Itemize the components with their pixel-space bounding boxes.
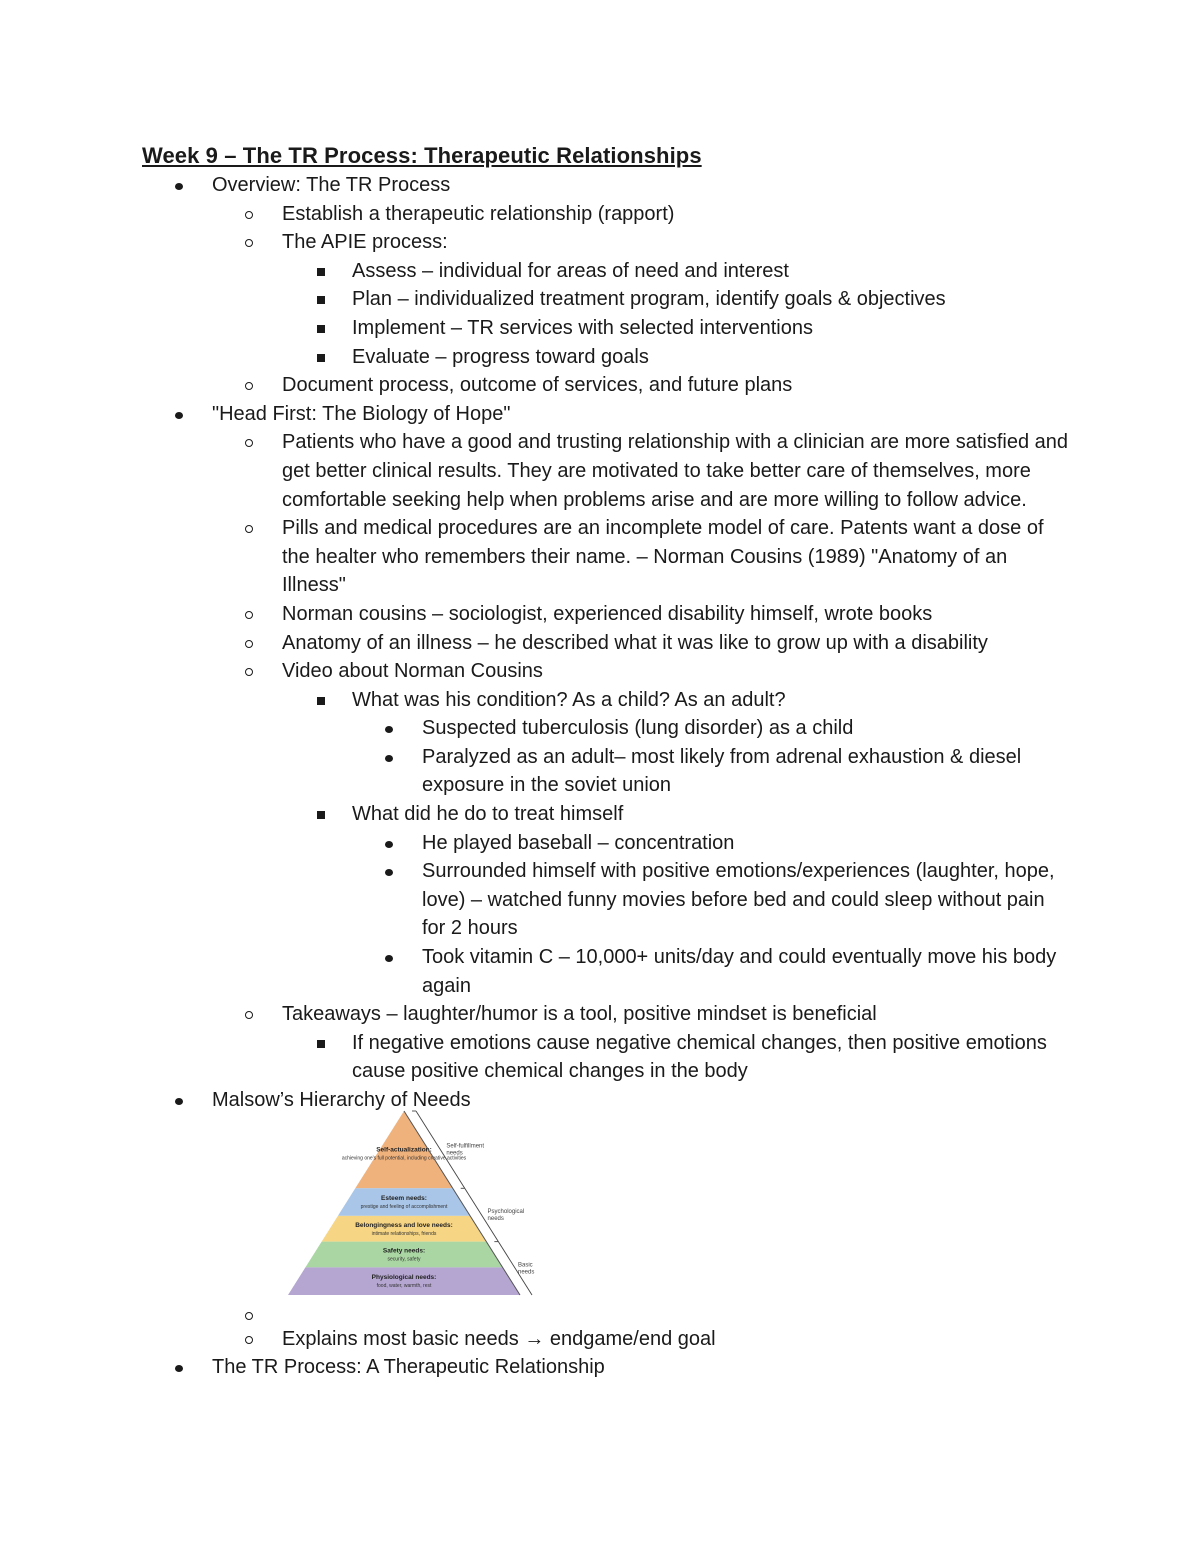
circle-bullet-icon xyxy=(245,525,253,533)
maslow-pyramid-image xyxy=(286,1105,546,1300)
pyramid-level-detail: prestige and feeling of accomplishment xyxy=(360,1203,448,1210)
pyramid-level-detail: intimate relationships, friends xyxy=(371,1230,437,1237)
circle-bullet-icon xyxy=(245,211,253,219)
list-item-takeaways-chemical: If negative emotions cause negative chemical changes, then positive emotions cause positive chemical changes in the body xyxy=(282,1029,1072,1086)
list-item-patients: Patients who have a good and trusting relationship with a clinician are more satisfied and get better clinical results. They are motivated to take better care of themselves, more comfortable seeking help when problems arise and are more willing to follow advice. xyxy=(212,428,1072,514)
maslow-pyramid-svg xyxy=(286,1105,546,1300)
disc-bullet-icon xyxy=(175,183,183,190)
disc-bullet-icon xyxy=(385,955,393,962)
circle-bullet-icon xyxy=(245,640,253,648)
pyramid-level-detail: achieving one's full potential, including creative activities xyxy=(341,1155,467,1162)
list-item-video: Video about Norman Cousins What was his condition? As a child? As an adult? Suspected tuberculosis (lung disorder) as a child Paralyzed as an adult– most likely from adrenal exhaustion & diesel exposure in the soviet union What did he do to treat himself He played baseball – concentration Surrounded himself with positive emotions/experiences (laughter, hope, love) – watched funny movies before bed and could sleep without pain for 2 hours Took vitamin C – 10,000+ units/day and could eventually move his body again xyxy=(212,657,1072,1000)
circle-bullet-icon xyxy=(245,668,253,676)
circle-bullet-icon xyxy=(245,1312,253,1320)
square-bullet-icon xyxy=(317,268,325,276)
list-item-norman: Norman cousins – sociologist, experienced disability himself, wrote books xyxy=(212,600,1072,629)
pyramid-level-title: Esteem needs: xyxy=(381,1194,427,1202)
square-bullet-icon xyxy=(317,325,325,333)
list-item-treat-emotions: Surrounded himself with positive emotions/experiences (laughter, hope, love) – watched funny movies before bed and could sleep without pain for 2 hours xyxy=(352,857,1072,943)
list-item-maslow: Malsow’s Hierarchy of Needs Self-actualization: achieving one's full potential, including creative activities Esteem needs: prestige and feeling of accomplishment Belongingness and love needs: intimate relationships, friends Safety needs: security, safety Physiological needs: food, water, warmth, rest Self-fulfillment needs Psychological needs Basic needs Explains most basic needs → endgame/end goal xyxy=(142,1086,1072,1353)
list-item-treat-baseball: He played baseball – concentration xyxy=(352,829,1072,858)
list-item-overview: Overview: The TR Process Establish a therapeutic relationship (rapport) The APIE process: Assess – individual for areas of need and interest Plan – individualized treatment program, identify goals & objectives Implement – TR services with selected interventions Evaluate – progress toward goals Document process, outcome of services, and future plans xyxy=(142,171,1072,400)
disc-bullet-icon xyxy=(175,1365,183,1372)
circle-bullet-icon xyxy=(245,1011,253,1019)
list-item-takeaways: Takeaways – laughter/humor is a tool, positive mindset is beneficial If negative emotions cause negative chemical changes, then positive emotions cause positive chemical changes in the body xyxy=(212,1000,1072,1086)
pyramid-layers xyxy=(288,1111,520,1295)
circle-bullet-icon xyxy=(245,1336,253,1344)
disc-bullet-icon xyxy=(385,755,393,762)
square-bullet-icon xyxy=(317,697,325,705)
pyramid-level-detail: security, safety xyxy=(387,1256,421,1263)
disc-bullet-icon xyxy=(385,841,393,848)
list-item-rapport: Establish a therapeutic relationship (rapport) xyxy=(212,200,1072,229)
list-item-apie-evaluate: Evaluate – progress toward goals xyxy=(282,343,1072,372)
list-item-document: Document process, outcome of services, and future plans xyxy=(212,371,1072,400)
pyramid-side-label: needs xyxy=(518,1268,535,1275)
circle-bullet-icon xyxy=(245,382,253,390)
list-item-apie-assess: Assess – individual for areas of need and interest xyxy=(282,257,1072,286)
list-item-head-first: "Head First: The Biology of Hope" Patients who have a good and trusting relationship with a clinician are more satisfied and get better clinical results. They are motivated to take better care of themselves, more comfortable seeking help when problems arise and are more willing to follow advice. Pills and medical procedures are an incomplete model of care. Patents want a dose of the healter who remembers their name. – Norman Cousins (1989) "Anatomy of an Illness" Norman cousins – sociologist, experienced disability himself, wrote books Anatomy of an illness – he described what it was like to grow up with a disability Video about Norman Cousins What was his condition? As a child? As an adult? Suspected tuberculosis (lung disorder) as a child Paralyzed as an adult– most likely from adrenal exhaustion & diesel exposure in the soviet union What did he do to treat himself He played baseball – concentration Surrounded himself with positive emotions/experiences (laughter, hope, love) – watched funny movies before bed and could sleep without pain for 2 hours Took vitamin C – 10,000+ units/day and could eventually move his body again Takeaways – laughter/humor is a tool, positive mindset is beneficial If negative emotions cause negative chemical changes, then positive emotions cause positive chemical changes in the body xyxy=(142,400,1072,1086)
square-bullet-icon xyxy=(317,1040,325,1048)
pyramid-level-detail: food, water, warmth, rest xyxy=(376,1282,432,1289)
list-item-pyramid xyxy=(212,1115,1072,1325)
pyramid-level-title: Belongingness and love needs: xyxy=(355,1221,453,1229)
list-item-apie-plan: Plan – individualized treatment program, identify goals & objectives xyxy=(282,285,1072,314)
list-item-condition: What was his condition? As a child? As an adult? Suspected tuberculosis (lung disorder) as a child Paralyzed as an adult– most likely from adrenal exhaustion & diesel exposure in the soviet union xyxy=(282,686,1072,800)
pyramid-side-label: needs xyxy=(446,1150,463,1157)
list-item-anatomy: Anatomy of an illness – he described what it was like to grow up with a disability xyxy=(212,629,1072,658)
disc-bullet-icon xyxy=(175,1098,183,1105)
pyramid-side-label: needs xyxy=(487,1215,504,1222)
list-item-condition-child: Suspected tuberculosis (lung disorder) as a child xyxy=(352,714,1072,743)
list-item-condition-adult: Paralyzed as an adult– most likely from adrenal exhaustion & diesel exposure in the soviet union xyxy=(352,743,1072,800)
list-item-tr-process: The TR Process: A Therapeutic Relationship xyxy=(142,1353,1072,1382)
circle-bullet-icon xyxy=(245,239,253,247)
disc-bullet-icon xyxy=(175,412,183,419)
page-title: Week 9 – The TR Process: Therapeutic Relationships xyxy=(142,143,702,168)
document-content xyxy=(142,141,1072,1382)
disc-bullet-icon xyxy=(385,726,393,733)
list-item-treat-vitamin: Took vitamin C – 10,000+ units/day and could eventually move his body again xyxy=(352,943,1072,1000)
pyramid-side-label: Self-fulfillment xyxy=(446,1143,485,1150)
disc-bullet-icon xyxy=(385,869,393,876)
list-item-treat: What did he do to treat himself He played baseball – concentration Surrounded himself with positive emotions/experiences (laughter, hope, love) – watched funny movies before bed and could sleep without pain for 2 hours Took vitamin C – 10,000+ units/day and could eventually move his body again xyxy=(282,800,1072,1000)
pyramid-level-title: Safety needs: xyxy=(382,1247,426,1255)
square-bullet-icon xyxy=(317,811,325,819)
list-item-apie: The APIE process: Assess – individual for areas of need and interest Plan – individualized treatment program, identify goals & objectives Implement – TR services with selected interventions Evaluate – progress toward goals xyxy=(212,228,1072,371)
pyramid-side-label: Basic xyxy=(518,1261,533,1268)
circle-bullet-icon xyxy=(245,611,253,619)
pyramid-side-label: Psychological xyxy=(487,1208,525,1215)
pyramid-level-title: Self-actualization: xyxy=(376,1146,432,1154)
pyramid-level-title: Physiological needs: xyxy=(371,1273,437,1281)
list-item-explains: Explains most basic needs → endgame/end goal xyxy=(212,1325,1072,1354)
square-bullet-icon xyxy=(317,296,325,304)
list-item-pills: Pills and medical procedures are an incomplete model of care. Patents want a dose of the healter who remembers their name. – Norman Cousins (1989) "Anatomy of an Illness" xyxy=(212,514,1072,600)
list-item-apie-implement: Implement – TR services with selected interventions xyxy=(282,314,1072,343)
circle-bullet-icon xyxy=(245,439,253,447)
square-bullet-icon xyxy=(317,354,325,362)
outline-list xyxy=(142,171,1072,1382)
